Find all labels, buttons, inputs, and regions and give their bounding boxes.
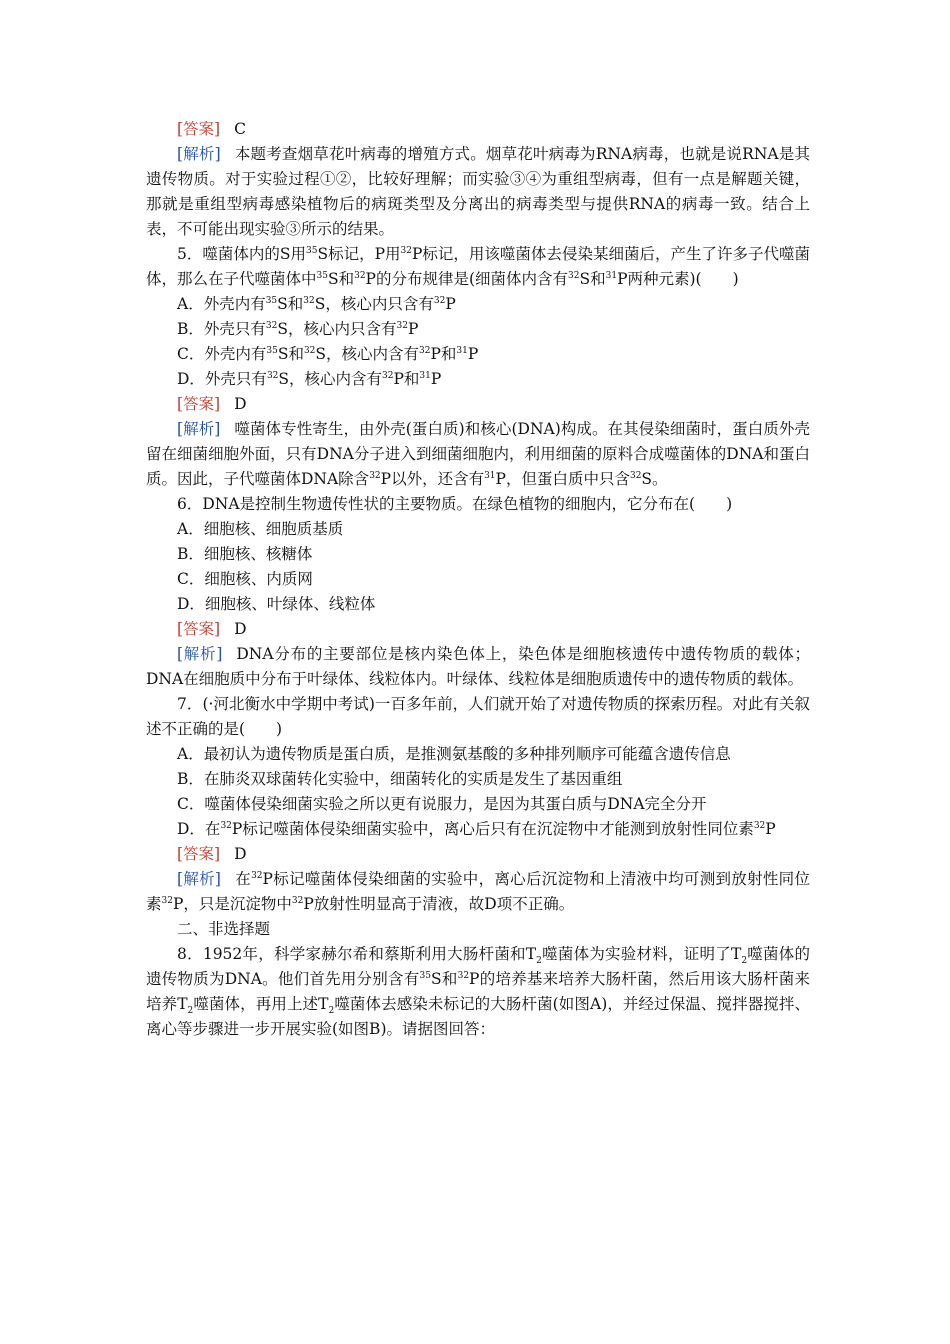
analysis-tag: [解析] — [177, 870, 221, 888]
q7-option-c: C．噬菌体侵染细菌实验之所以更有说服力，是因为其蛋白质与DNA完全分开 — [177, 795, 707, 813]
q4-analysis — [146, 142, 810, 242]
q5-answer — [146, 392, 810, 417]
analysis-tag: [解析] — [177, 420, 221, 438]
q5-analysis: [解析] 噬菌体专性寄生，由外壳(蛋白质)和核心(DNA)构成。在其侵染细菌时，蛋白质外壳留在细菌细胞外面，只有DNA分子进入到细菌细胞内，利用细菌的原料合成噬菌体的DNA和蛋白质。因此，子代噬菌体DNA除含$^{32}$P以外，还含有$^{31}$P，但蛋白质中只含$^{32}$S。 — [146, 420, 810, 488]
section-heading: 二、非选择题 — [177, 920, 271, 938]
q8-stem: 8．1952年，科学家赫尔希和蔡斯利用大肠杆菌和$T_2$噬菌体为实验材料，证明了$T_2$噬菌体的遗传物质为DNA。他们首先用分别含有$^{35}$S和$^{32}$P的培养基来培养大肠杆菌，然后用该大肠杆菌来培养$T_2$噬菌体，再用上述$T_2$噬菌体去感染未标记的大肠杆菌(如图A)，并经过保温、搅拌器搅拌、离心等步骤进一步开展实验(如图B)。请据图回答： — [146, 945, 811, 1038]
q5-option-d: D．外壳只有$^{32}$S，核心内含有$^{32}$P和$^{31}$P — [177, 370, 442, 388]
q7-analysis: [解析] 在$^{32}$P标记噬菌体侵染细菌的实验中，离心后沉淀物和上清液中均可测到放射性同位素$^{32}$P，只是沉淀物中$^{32}$P放射性明显高于清液，故D项不正确。 — [146, 870, 810, 913]
q5-option-a: A．外壳内有$^{35}$S和$^{32}$S，核心内只含有$^{32}$P — [177, 295, 456, 313]
q4-answer — [146, 117, 810, 142]
analysis-text: DNA分布的主要部位是核内染色体上，染色体是细胞核遗传中遗传物质的载体；DNA在细胞质中分布于叶绿体、线粒体内。叶绿体、线粒体是细胞质遗传中的遗传物质的载体。 — [146, 645, 810, 688]
answer-value: C — [234, 120, 246, 138]
answer-tag: [答案] — [177, 120, 221, 138]
analysis-tag: [解析] — [177, 645, 223, 663]
analysis-text: 本题考查烟草花叶病毒的增殖方式。烟草花叶病毒为RNA病毒，也就是说RNA是其遗传物质。对于实验过程①②，比较好理解；而实验③④为重组型病毒，但有一点是解题关键，那就是重组型病毒感染植物后的病斑类型及分离出的病毒类型与提供RNA的病毒一致。结合上表，不可能出现实验③所示的结果。 — [146, 145, 810, 238]
q6-option-b: B．细胞核、核糖体 — [177, 545, 313, 563]
q7-option-b: B．在肺炎双球菌转化实验中，细菌转化的实质是发生了基因重组 — [177, 770, 623, 788]
answer-value: D — [234, 620, 247, 638]
q7-option-d: D．在$^{32}$P标记噬菌体侵染细菌实验中，离心后只有在沉淀物中才能测到放射性同位素$^{32}$P — [177, 820, 776, 838]
q6-option-a: A．细胞核、细胞质基质 — [177, 520, 344, 538]
answer-value: D — [234, 845, 247, 863]
q7-stem: 7．(·河北衡水中学期中考试)一百多年前，人们就开始了对遗传物质的探索历程。对此有关叙述不正确的是( ) — [146, 695, 810, 738]
q7-answer — [146, 842, 810, 867]
analysis-tag: [解析] — [177, 145, 221, 163]
q5-stem: 5．噬菌体内的S用$^{35}$S标记，P用$^{32}$P标记，用该噬菌体去侵染某细菌后，产生了许多子代噬菌体，那么在子代噬菌体中$^{35}$S和$^{32}$P的分布规律是(细菌体内含有$^{32}$S和$^{31}$P两种元素)( ) — [146, 245, 810, 288]
q6-option-c: C．细胞核、内质网 — [177, 570, 313, 588]
answer-tag: [答案] — [177, 395, 221, 413]
q6-stem: 6．DNA是控制生物遗传性状的主要物质。在绿色植物的细胞内，它分布在( ) — [177, 495, 733, 513]
document-page — [146, 117, 810, 1042]
answer-tag: [答案] — [177, 620, 221, 638]
answer-tag: [答案] — [177, 845, 221, 863]
q6-analysis — [146, 642, 810, 692]
q5-option-c: C．外壳内有$^{35}$S和$^{32}$S，核心内含有$^{32}$P和$^{31}$P — [177, 345, 479, 363]
q5-option-b: B．外壳只有$^{32}$S，核心内只含有$^{32}$P — [177, 320, 419, 338]
q7-option-a: A．最初认为遗传物质是蛋白质，是推测氨基酸的多种排列顺序可能蕴含遗传信息 — [177, 745, 731, 763]
answer-value: D — [234, 395, 247, 413]
q6-answer — [146, 617, 810, 642]
q6-option-d: D．细胞核、叶绿体、线粒体 — [177, 595, 376, 613]
